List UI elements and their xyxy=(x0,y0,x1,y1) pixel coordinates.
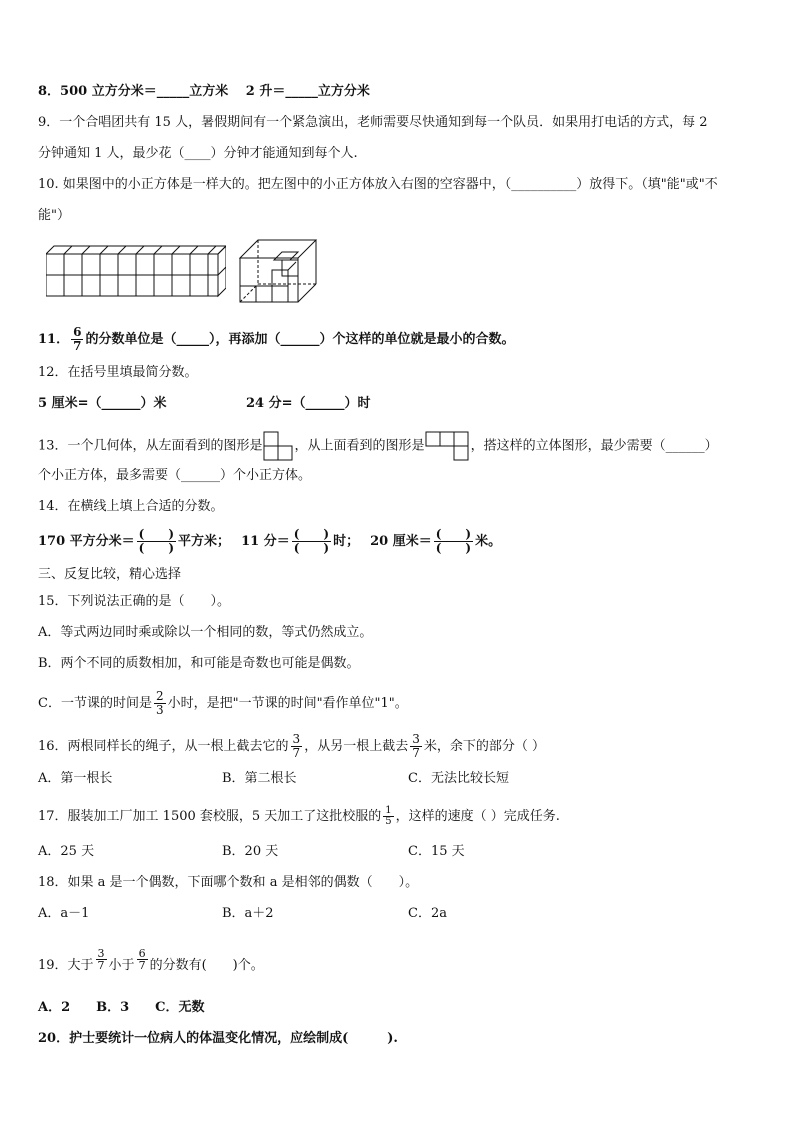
question-18-stem: 18．如果 a 是一个偶数，下面哪个数和 a 是相邻的偶数（ ）。 xyxy=(38,875,419,890)
question-17-stem: 17．服装加工厂加工 1500 套校服，5 天加工了这批校服的 $\frac{1}{5}$ ，这样的速度（ ）完成任务. xyxy=(38,805,560,827)
q8-mid: 立方米 2 升＝ xyxy=(189,84,286,99)
q19-fraction-2: $\frac{6}{7}$ xyxy=(138,947,146,972)
question-19-options[interactable]: A．2 B．3 C．无数 xyxy=(38,1000,205,1015)
q13-suffix: ，搭这样的立体图形，最少需要（______） xyxy=(470,438,718,454)
question-14-stem: 14．在横线上填上合适的分数。 xyxy=(38,499,224,514)
question-18-option-b[interactable]: B．a＋2 xyxy=(222,906,274,921)
q14-part2-left: 11 分＝ xyxy=(241,534,290,549)
question-16-stem: 16．两根同样长的绳子，从一根上截去它的 $\frac{3}{7}$ ，从另一根上截去 $\frac{3}{7}$ 米，余下的部分（ ） xyxy=(38,732,545,760)
q11-fraction xyxy=(71,326,83,353)
q14-part1-left: 170 平方分米＝ xyxy=(38,534,135,549)
question-12-stem: 12．在括号里填最简分数。 xyxy=(38,365,198,380)
section-3-heading: 三、反复比较，精心选择 xyxy=(38,567,182,582)
q14-blank-fraction-2[interactable]: $\frac{( )}{( )}$ xyxy=(293,527,330,555)
q14-part2-right: 时； xyxy=(333,534,353,549)
q15-fraction: $\frac{2}{3}$ xyxy=(155,689,164,717)
q13-prefix: 13．一个几何体，从左面看到的图形是 xyxy=(38,438,263,454)
question-17-option-a[interactable]: A．25 天 xyxy=(38,844,95,859)
q13-mid: ，从上面看到的图形是 xyxy=(294,438,425,454)
q8-blank-1[interactable]: _____ xyxy=(156,84,190,99)
q14-blank-fraction-3[interactable]: $\frac{( )}{( )}$ xyxy=(435,527,472,555)
q8-suffix: 立方分米 xyxy=(317,84,370,99)
question-16-option-b[interactable]: B．第二根长 xyxy=(222,771,297,786)
question-13-line-2: 个小正方体，最多需要（______）个小正方体。 xyxy=(38,468,312,483)
q14-blank-fraction-1[interactable]: $\frac{( )}{( )}$ xyxy=(138,527,175,555)
question-9-line-2: 分钟通知 1 人，最少花（____）分钟才能通知到每个人. xyxy=(38,146,358,161)
question-15-stem: 15．下列说法正确的是（ ）。 xyxy=(38,594,231,609)
q19-fraction-1: $\frac{3}{7}$ xyxy=(97,947,105,972)
cube-block-figure xyxy=(46,240,226,300)
question-17-option-c[interactable]: C．15 天 xyxy=(408,844,465,859)
question-8 xyxy=(38,83,370,101)
q11-frac-num: 6 xyxy=(73,325,82,339)
question-14-answers xyxy=(38,528,501,555)
question-10-line-1: 10. 如果图中的小正方体是一样大的。把左图中的小正方体放入右图的空容器中，（__________）放得下。（填"能"或"不 xyxy=(38,177,718,192)
q14-part3-left: 20 厘米＝ xyxy=(370,534,432,549)
left-view-figure xyxy=(263,431,295,461)
question-15-option-c[interactable]: C．一节课的时间是 $\frac{2}{3}$ 小时，是把"一节课的时间"看作单位"1"。 xyxy=(38,689,408,717)
q17-fraction: $\frac{1}{5}$ xyxy=(385,805,392,827)
question-13-line-1 xyxy=(38,431,718,461)
question-16-option-a[interactable]: A．第一根长 xyxy=(38,771,113,786)
q11-prefix: 11． xyxy=(38,332,70,347)
question-18-option-a[interactable]: A．a－1 xyxy=(38,906,90,921)
question-18-option-c[interactable]: C．2a xyxy=(408,906,447,921)
question-20-stem: 20．护士要统计一位病人的体温变化情况，应绘制成( ). xyxy=(38,1031,398,1046)
q8-prefix: 8．500 立方分米＝ xyxy=(38,84,157,99)
q11-frac-den: 7 xyxy=(73,339,82,353)
top-view-figure xyxy=(425,431,471,461)
q14-part3-right: 米。 xyxy=(475,534,502,549)
question-19-stem: 19．大于 $\frac{3}{7}$ 小于 $\frac{6}{7}$ 的分数有( )个。 xyxy=(38,947,264,973)
question-12-right: 24 分=（______）时 xyxy=(246,396,371,411)
q8-blank-2[interactable]: _____ xyxy=(285,84,318,99)
container-figure xyxy=(238,238,318,306)
question-10-line-2: 能"） xyxy=(38,208,70,223)
question-16-option-c[interactable]: C．无法比较长短 xyxy=(408,771,509,786)
question-11 xyxy=(38,326,514,353)
question-12-left: 5 厘米=（______）米 xyxy=(38,396,167,411)
question-15-option-a[interactable]: A．等式两边同时乘或除以一个相同的数，等式仍然成立。 xyxy=(38,625,373,640)
q14-part1-right: 平方米； xyxy=(178,534,224,549)
q16-fraction-1: $\frac{3}{7}$ xyxy=(292,732,301,760)
question-9-line-1: 9．一个合唱团共有 15 人，暑假期间有一个紧急演出，老师需要尽快通知到每一个队员．如果用打电话的方式，每 2 xyxy=(38,115,708,130)
q11-suffix: 的分数单位是（_____），再添加（______）个这样的单位就是最小的合数。 xyxy=(85,332,515,347)
question-15-option-b[interactable]: B．两个不同的质数相加，和可能是奇数也可能是偶数。 xyxy=(38,656,360,671)
q16-fraction-2: $\frac{3}{7}$ xyxy=(412,732,420,760)
question-17-option-b[interactable]: B．20 天 xyxy=(222,844,279,859)
